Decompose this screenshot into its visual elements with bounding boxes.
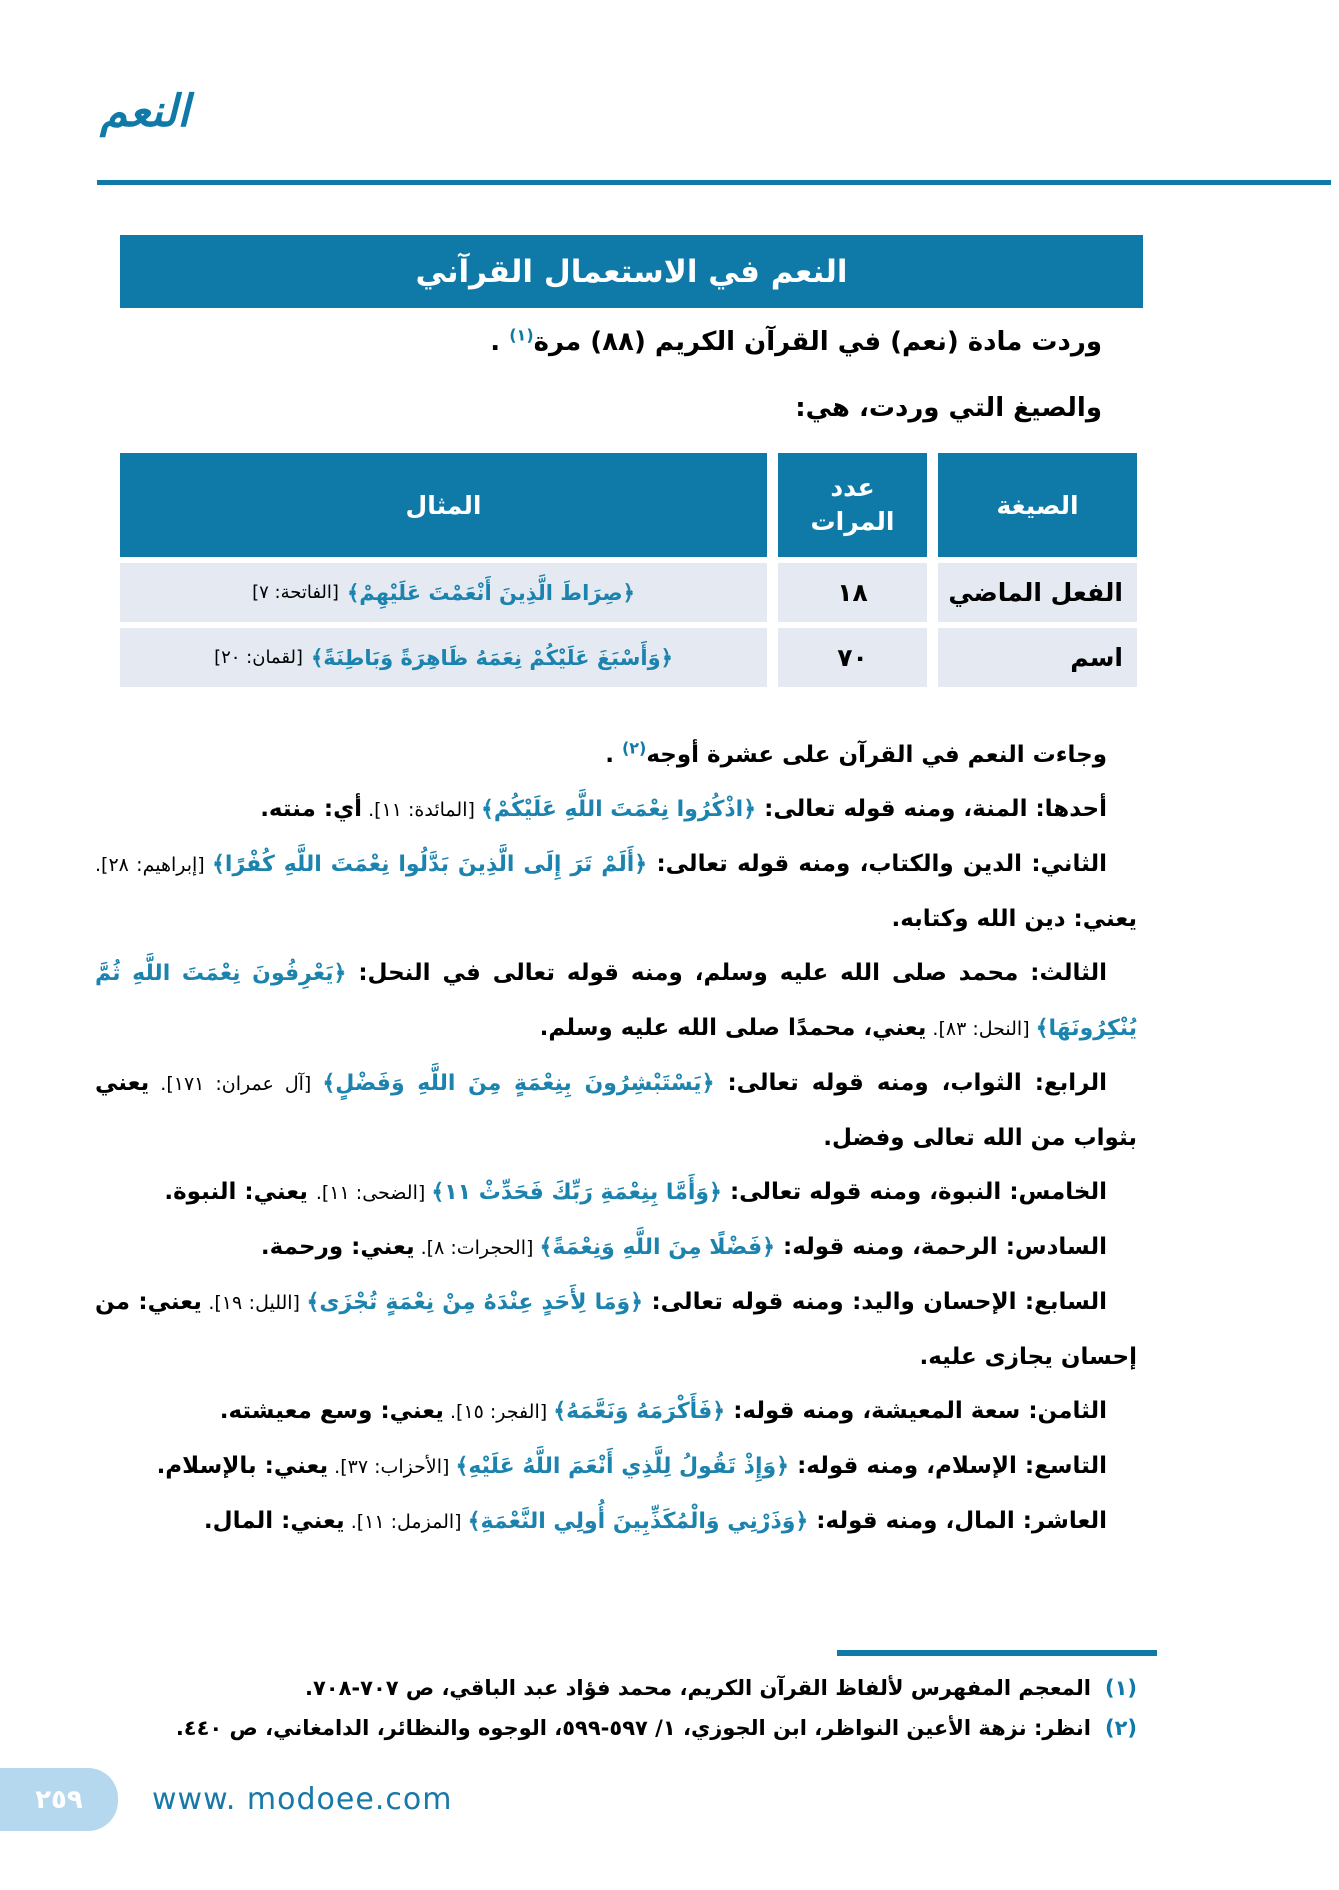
table-header-row [120, 453, 1137, 557]
entry-text: النبوة، ومنه قوله تعالى: [721, 1179, 1010, 1205]
body-paragraph [95, 837, 1137, 946]
forms-table [120, 453, 1137, 687]
verse-text: ﴿وَأَمَّا بِنِعْمَةِ رَبِّكَ فَحَدِّثْ ١١﴾ [431, 1180, 722, 1205]
entry-tail: يعني: من إحسان يجازى عليه. [95, 1289, 1137, 1370]
header-rule [97, 180, 1331, 185]
intro-line-1-tail: . [490, 327, 510, 357]
lead-paragraph [95, 728, 1137, 782]
verse-ref: [المزمل: ١١]. [344, 1511, 468, 1533]
verse-text: ﴿وَأَسْبَغَ عَلَيْكُمْ نِعَمَهُ ظَاهِرَةً وَبَاطِنَةً﴾ [310, 645, 673, 670]
body-paragraph [95, 1275, 1137, 1384]
intro-block [100, 320, 1137, 452]
header-cell-example: المثال [120, 453, 767, 557]
footnote-marker: (٢) [1104, 1716, 1137, 1740]
entry-tail: يعني: وسع معيشته. [219, 1398, 444, 1424]
verse-ref: [آل عمران: ١٧١]. [149, 1073, 323, 1095]
verse-text: ﴿اذْكُرُوا نِعْمَتَ اللَّهِ عَلَيْكُمْ﴾ [480, 797, 757, 822]
verse-text: ﴿فَأَكْرَمَهُ وَنَعَّمَهُ﴾ [553, 1399, 726, 1424]
verse-text: ﴿يَسْتَبْشِرُونَ بِنِعْمَةٍ مِنَ اللَّهِ وَفَضْلٍ﴾ [322, 1071, 715, 1096]
verse-text: ﴿وَإِذْ تَقُولُ لِلَّذِي أَنْعَمَ اللَّهُ عَلَيْهِ﴾ [455, 1454, 790, 1479]
entry-text: الإسلام، ومنه قوله: [789, 1453, 1025, 1479]
intro-paragraph-2 [100, 386, 1137, 430]
footnotes [95, 1668, 1137, 1748]
footnote-ref-2: (٢) [621, 738, 647, 758]
cell-form: اسم [938, 628, 1137, 687]
verse-text: ﴿أَلَمْ تَرَ إِلَى الَّذِينَ بَدَّلُوا نِعْمَتَ اللَّهِ كُفْرًا﴾ [212, 852, 648, 877]
entry-tail: أي: منته. [260, 796, 363, 822]
footnote-text: انظر: نزهة الأعين النواظر، ابن الجوزي، ١/ ٥٩٧-٥٩٩، الوجوه والنظائر، الدامغاني، ص ٤٤٠. [175, 1716, 1091, 1740]
footnote-text: المعجم المفهرس لألفاظ القرآن الكريم، محمد فؤاد عبد الباقي، ص ٧٠٧-٧٠٨. [304, 1676, 1091, 1700]
entry-label: السادس: [1005, 1234, 1107, 1260]
entry-label: الثالث: [1030, 960, 1108, 986]
cell-example [120, 628, 767, 687]
intro-line-2: والصيغ التي وردت، هي: [795, 393, 1102, 423]
verse-ref: [النحل: ٨٣]. [926, 1018, 1036, 1040]
verse-ref: [الفاتحة: ٧] [252, 582, 339, 603]
verse-ref: [لقمان: ٢٠] [214, 647, 303, 668]
verse-ref: [الأحزاب: ٣٧]. [328, 1456, 456, 1478]
section-banner [120, 235, 1143, 308]
header-cell-form: الصيغة [938, 453, 1137, 557]
verse-ref: [المائدة: ١١]. [362, 799, 481, 821]
lead-text: وجاءت النعم في القرآن على عشرة أوجه [646, 742, 1107, 768]
verse-ref: [الفجر: ١٥]. [443, 1401, 554, 1423]
entry-tail: يعني بثواب من الله تعالى وفضل. [95, 1070, 1137, 1151]
body-paragraph [95, 1439, 1137, 1494]
entry-tail: يعني: النبوة. [164, 1179, 316, 1205]
site-url[interactable]: www. modoee.com [152, 1782, 453, 1817]
verse-text: ﴿وَمَا لِأَحَدٍ عِنْدَهُ مِنْ نِعْمَةٍ تُجْزَى﴾ [306, 1290, 644, 1315]
entry-label: التاسع: [1024, 1453, 1107, 1479]
cell-form: الفعل الماضي [938, 563, 1137, 622]
entry-label: السابع: [1024, 1289, 1108, 1315]
entry-text: المنة، ومنه قوله تعالى: [756, 796, 1036, 822]
verse-text: ﴿فَضْلًا مِنَ اللَّهِ وَنِعْمَةً﴾ [539, 1235, 775, 1260]
body-paragraph [95, 1056, 1137, 1165]
cell-example [120, 563, 767, 622]
table-row [120, 563, 1137, 622]
entry-text: الإحسان واليد: ومنه قوله تعالى: [643, 1289, 1025, 1315]
verse-text: ﴿صِرَاطَ الَّذِينَ أَنْعَمْتَ عَلَيْهِمْ﴾ [346, 580, 635, 605]
entry-label: الرابع: [1034, 1070, 1107, 1096]
entry-label: الخامس: [1009, 1179, 1107, 1205]
running-head-title: النعم [100, 86, 190, 137]
cell-count: ٧٠ [778, 628, 927, 687]
body-paragraph [95, 1220, 1137, 1275]
entry-text: سعة المعيشة، ومنه قوله: [725, 1398, 1029, 1424]
verse-ref: [إبراهيم: ٢٨]. [95, 854, 213, 876]
header-cell-count: عدد المرات [778, 453, 927, 557]
cell-count: ١٨ [778, 563, 927, 622]
entry-text: محمد صلى الله عليه وسلم، ومنه قوله تعالى في النحل: [346, 960, 1031, 986]
body-text [95, 728, 1137, 1650]
entry-tail: يعني، محمدًا صلى الله عليه وسلم. [539, 1015, 927, 1041]
entry-label: العاشر: [1022, 1508, 1107, 1534]
intro-line-1: وردت مادة (نعم) في القرآن الكريم (٨٨) مرة [533, 327, 1102, 357]
entry-tail: يعني: دين الله وكتابه. [891, 906, 1137, 932]
footnote-item [95, 1668, 1137, 1708]
table-row [120, 628, 1137, 687]
verse-ref: [الحجرات: ٨]. [414, 1237, 540, 1259]
page-number: ٢٥٩ [35, 1784, 83, 1815]
intro-paragraph-1 [100, 320, 1137, 364]
footnote-ref-1: (١) [509, 325, 534, 345]
verse-ref: [الضحى: ١١]. [315, 1182, 432, 1204]
verse-text: ﴿وَذَرْنِي وَالْمُكَذِّبِينَ أُولِي النَّعْمَةِ﴾ [467, 1509, 809, 1534]
footnote-marker: (١) [1104, 1676, 1137, 1700]
verse-text: ﴿يَعْرِفُونَ نِعْمَتَ اللَّهِ ثُمَّ يُنْكِرُونَهَا﴾ [95, 961, 1137, 1041]
body-paragraph [95, 1494, 1137, 1549]
entry-label: الثاني: [1031, 851, 1107, 877]
entry-text: الدين والكتاب، ومنه قوله تعالى: [647, 851, 1032, 877]
entry-tail: يعني: المال. [203, 1508, 345, 1534]
body-paragraph [95, 1384, 1137, 1439]
entry-label: الثامن: [1028, 1398, 1107, 1424]
entry-text: المال، ومنه قوله: [808, 1508, 1023, 1534]
entry-tail: يعني: بالإسلام. [156, 1453, 329, 1479]
lead-tail: . [605, 742, 622, 768]
entry-tail: يعني: ورحمة. [260, 1234, 415, 1260]
entry-text: الثواب، ومنه قوله تعالى: [714, 1070, 1035, 1096]
page-number-badge [0, 1768, 118, 1831]
body-paragraph [95, 1165, 1137, 1220]
footnote-item [95, 1708, 1137, 1748]
body-paragraph [95, 782, 1137, 837]
banner-title: النعم في الاستعمال القرآني [415, 253, 848, 290]
entry-label: أحدها: [1035, 796, 1107, 822]
verse-ref: [الليل: ١٩]. [201, 1292, 307, 1314]
body-paragraph [95, 946, 1137, 1056]
footnotes-separator [837, 1650, 1157, 1656]
entry-text: الرحمة، ومنه قوله: [775, 1234, 1006, 1260]
